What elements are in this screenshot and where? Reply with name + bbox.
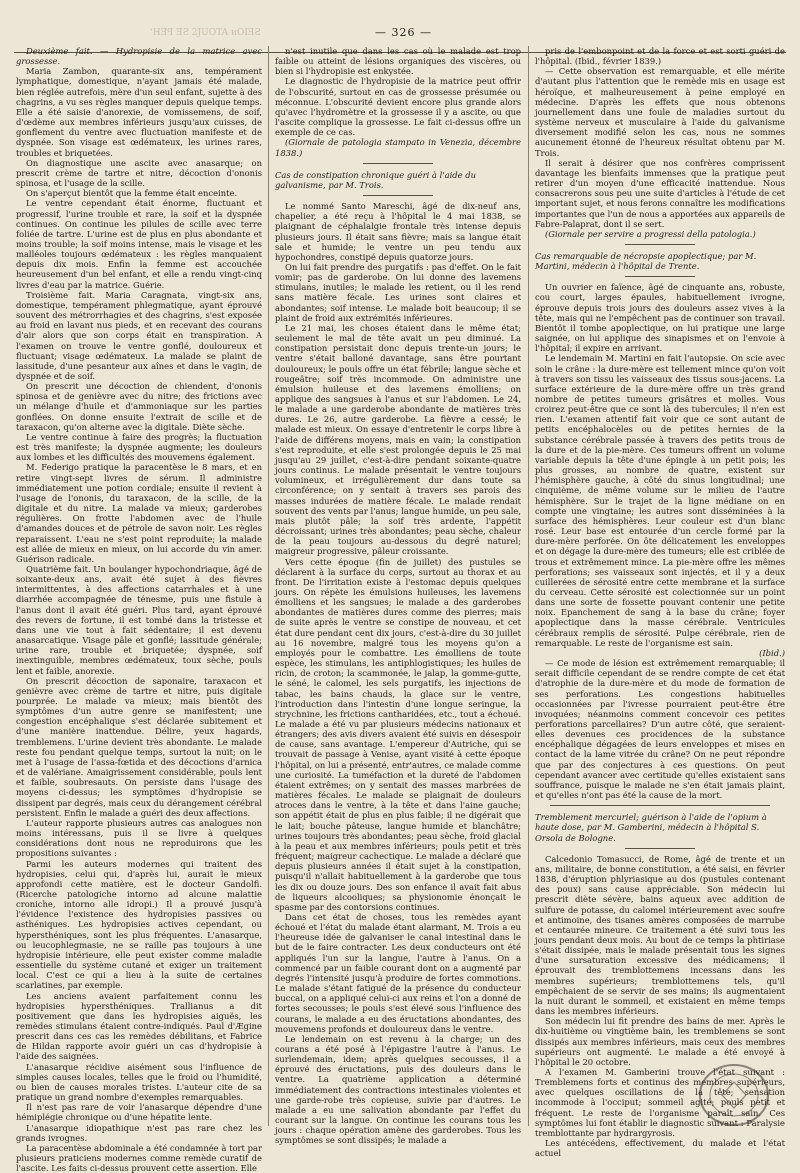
paragraph: Les antécédens, effectivement, du malade et l'état actuel xyxy=(535,1138,785,1159)
article-title: Tremblement mercuriel; guérison à l'aide de l'opium à haute dose, par M. Gamberini, médecin à l'hôpital S. Orsola de Bologne. xyxy=(535,812,767,843)
section-rule xyxy=(625,848,695,849)
paragraph: La paracentèse abdominale a été condamnée à tort par plusieurs praticiens modernes comme remède curatif de l'ascite. Les faits ci-dessus prouvent cette assertion. Elle xyxy=(16,1142,262,1173)
paragraph: Il n'est pas rare de voir l'anasarque dépendre d'une hémiplégie chronique ou d'une hépatite lente. xyxy=(16,1102,262,1123)
paragraph: Les anciens avaient parfaitement connu les hydropisies hypersthéniques. Trallianus a dit positivement que dans les hydropisies aiguës, les remèdes stimulans étaient contre-indiqués. Paul d'Ægine prescrit dans ces cas les remèdes débilitans, et Fabrice de Hildan rapporte avoir guéri un cas d'hydropisie à l'aide des saignées. xyxy=(16,990,262,1062)
paragraph: On prescrit une décoction de chiendent, d'ononis spinosa et de genièvre avec du nitre; des frictions avec un mélange d'huile et d'ammoniaque sur les parties gonflées. On donne ensuite l'extrait de scille et de taraxacon, qu'on alterne avec la digitale. Diète sèche. xyxy=(16,381,262,432)
source-citation: (Giornale de patologia stampato in Venezia, décembre 1838.) xyxy=(275,137,521,158)
column-middle xyxy=(275,46,521,1146)
column-right xyxy=(535,46,785,1159)
column-divider xyxy=(268,46,269,1126)
section-rule xyxy=(625,244,695,245)
bleed-through-text: ʻHƎꟼ ƎƧ 2JUOTA ᴎOIƎƧ xyxy=(150,28,261,38)
section-rule xyxy=(625,276,695,277)
section-rule xyxy=(550,805,770,806)
section-rule xyxy=(363,163,433,164)
paragraph: On prescrit décoction de saponaire, taraxacon et genièvre avec crème de tartre et nitre, puis digitale pourprée. Le malade va mieux; mais bientôt des symptômes d'un autre genre se manifestent; une congestion encéphalique s'est déclarée subitement et d'une manière inattendue. Délire, yeux hagards, tremblemens. L'urine devient très abondante. Le malade reste fou pendant quelque temps, surtout la nuit; on le met à l'usage de l'assa-fœtida et des décoctions d'arnica et de valériane. Amaigrissement considérable, pouls lent et faible, soubresauts. On persiste dans l'usage des moyens ci-dessus; les symptômes d'hydropisie se dissipent par degrés, mais ceux du dérangement cérébral persistent. Enfin le malade a guéri des deux affections. xyxy=(16,675,262,818)
paragraph: pris de l'embonpoint et de la force et est sorti guéri de l'hôpital. (Ibid., février 1839.) xyxy=(535,46,785,67)
paragraph: L'anasarque idiopathique n'est pas rare chez les grands ivrognes. xyxy=(16,1122,262,1143)
case-heading: Deuxième fait. — Hydropisie de la matrice avec grossesse. xyxy=(16,46,262,67)
paragraph: A l'examen M. Gamberini trouve l'état suivant : Tremblemens forts et continus des membres supérieurs, avec quelques oscillations de la tête; sensation incommode à l'occiput; sommeil agité; pouls petit et fréquent. Le reste de l'organisme paraît sain. Ces symptômes lui font établir le diagnostic suivant : Paralysie tremblottante par hydrargyrosis. xyxy=(535,1067,785,1138)
paragraph: On diagnostique une ascite avec anasarque; on prescrit crème de tartre et nitre, décoction d'ononis spinosa, et l'usage de la scille. xyxy=(16,157,262,189)
paragraph: Le lendemain M. Martini en fait l'autopsie. On scie avec soin le crâne : la dure-mère est tellement mince qu'on voit à travers son tissu les vaisseaux des tissus sous-jacens. La surface extérieure de la dure-mère offre un très grand nombre de petites tumeurs grisâtres et molles. Vous croirez peut-être que ce sont là des tubercules; il n'en est rien. L'examen attentif fait voir que ce sont autant de petits encéphalocèles ou de petites hernies de la substance cérébrale passée à travers des petits trous de la dure et de la pie-mère. Ces tumeurs offrent un volume variable depuis la tête d'une épingle à un petit pois; les plus grosses, au nombre de quatre, existent sur l'hémisphère gauche, à côté du sinus longitudinal; une cinquième, de même volume sur le milieu de l'autre hémisphère. Sur le trajet de la ligne médiane on en compte une vingtaine; les autres sont disséminées à la surface des hémisphères. Leur couleur est d'un blanc rosé. Leur base est entourée d'un cercle formé par la dure-mère perforée. On ôte délicatement les enveloppes et on dégage la dure-mère des tumeurs; elle est criblée de trous et extrêmement mince. La pie-mère offre les mêmes perforations; ses vaisseaux sont injectés, et il y a deux cuillerées de sérosité entre cette membrane et la surface du cerveau. Cette sérosité est colectionnée sur un point dans une sorte de fossette pouvant contenir une petite noix. Epanchement de sang à la base du crâne; foyer apoplectique dans la masse cérébrale. Ventricules cérébraux remplis de sérosité. Pulpe cérébrale, rien de remarquable. Le reste de l'organisme est sain. xyxy=(535,353,785,648)
paragraph: Calcedonio Tomasucci, de Rome, âgé de trente et un ans, militaire, de bonne constitution, a été saisi, en février 1838, d'éruption phlyriasique au dos (pustules contenant des poux) sans cause appréciable. Son médecin lui prescrit diète sévère, bains aqueux avec addition de sulfure de potasse, du calomel intérieurement avec soufre et antimoine, des tisanes amères composées de marrube et centaurée mineure. Ce traitement a été suivi tous les jours pendant deux mois. Au bout de ce temps la phtiriase s'était dissipée, mais le malade présentait tous les signes d'une sursaturation excessive des médicamens; il éprouvait des tremblottemens incessans dans les membres supérieurs; tremblottemens tels, qu'il empêchaient de se servir de ses mains; ils augmentaient la nuit durant le sommeil, et existaient en même temps dans les membres inférieurs. xyxy=(535,853,785,1017)
column-left xyxy=(16,46,262,1173)
column-divider xyxy=(528,46,529,1126)
paragraph: — Cette observation est remarquable, et elle mérite d'autant plus l'attention que le remède mis en usage est héroïque, et malheureusement à peine employé en médecine. D'après les effets que nous obtenons journellement dans une foule de maladies surtout du système nerveux et musculaire à l'aide du galvanisme diversement modifié selon les cas, nous ne sommes aucunement étonné de l'heureux résultat obtenu par M. Trois. xyxy=(535,66,785,158)
paragraph: L'auteur rapporte plusieurs autres cas analogues non moins intéressans, puis il se livre à quelques considérations dont nous ne reproduirons que les propositions suivantes : xyxy=(16,817,262,859)
article-title: Cas de constipation chronique guéri à l'aide du galvanisme, par M. Trois. xyxy=(275,169,476,190)
source-citation: (Ibid.) xyxy=(759,647,785,658)
paragraph: Vers cette époque (fin de juillet) des pustules se déclarent à la surface du corps, surtout au thorax et au front. De l'irritation existe à l'estomac depuis quelques jours. On répète les émulsions huileuses, les lavemens émolliens et les sangsues; le malade a des garderobes abondantes de matières dures comme des pierres; mais de suite après le ventre se constipe de nouveau, et cet état dure pendant cent dix jours, c'est-à-dire du 30 juillet au 16 novembre, malgré tous les moyens qu'on a employés pour le combattre. Les émolliens de toute espèce, les stimulans, les antiphlogistiques; les huiles de ricin, de croton; la scammonée, le jalap, la gomme-gutte, le séné, le calomel, les sels purgatifs, les injections de tabac, les bains chauds, la glace sur le ventre, l'introduction dans l'intestin d'une longue seringue, la strychnine, les frictions cantharidées, etc., tout a échoué. Le malade a été vu par plusieurs médecins nationaux et étrangers; des avis divers avaient été suivis en désespoir de cause, sans avantage. L'empereur d'Autriche, qui se trouvait de passage à Venise, ayant visité à cette époque l'hôpital, on lui a présenté, entr'autres, ce malade comme une curiosité. La tuméfaction et la dureté de l'abdomen étaient extrêmes; on y sentait des masses marbrées de matières fécales. Le malade se plaignait de douleurs atroces dans le ventre, à la tête et dans l'aine gauche; son appétit était de plus en plus faible; il ne digérait que le lait; bouche pâteuse, langue humide et blanchâtre; urines toujours très abondantes; peau sèche, froid glacial à la peau et aux membres inférieurs; pouls petit et très fréquent; maigreur cachectique. Le malade a déclaré que depuis plusieurs années il était sujet à la constipation, puisqu'il n'allait habituellement à la garderobe que tous les dix ou douze jours. Des son enfance il avait fait abus de liqueurs alcooliques; sa physionomie énonçait le spasme par des contorsions continues. xyxy=(275,556,521,912)
section-rule xyxy=(363,195,433,196)
page-number: — 326 — xyxy=(375,26,432,39)
paragraph: Un ouvrier en faïence, âgé de cinquante ans, robuste, cou court, larges épaules, habituellement ivrogne, éprouve depuis trois jours des douleurs assez vives à la tête, mais qui ne l'empêchent pas de continuer son travail. Bientôt il tombe apoplectique, on lui pratique une large saignée, on lui applique des sinapismes et on l'envoie à l'hôpital; il expire en arrivant. xyxy=(535,282,785,354)
paragraph: Le diagnostic de l'hydropisie de la matrice peut offrir de l'obscurité, surtout en cas de grossesse présumée ou méconnue. L'obscurité devient encore plus grande alors qu'avec l'hydromètre et la grossesse il y a ascite, ou que l'ascite complique la grossesse. Le fait ci-dessus offre un exemple de ce cas. xyxy=(275,76,521,138)
paragraph: Le ventre continue à faire des progrès; la fluctuation est très manifeste; la dyspnée augmente; les douleurs aux lombes et les difficultés des mouvemens également. xyxy=(16,431,262,463)
paragraph: Quatrième fait. Un boulanger hypochondriaque, âgé de soixante-deux ans, avait été sujet à des fièvres intermittentes, à des affections catarrhales et à une diarrhée accompagnée de ténesme, puis une fistule à l'anus dont il avait été guéri. Plus tard, ayant éprouvé des revers de fortune, il est tombé dans la tristesse et dans une vie tout à fait sédentaire; il est devenu anasarcatique. Visage pâle et gonflé; lassitude générale; urine rare, trouble et briquetée; dyspnée, soif inextinguible, membres œdémateux, toux sèche, pouls lent et faible, anorexie. xyxy=(16,563,262,676)
library-stamp-icon xyxy=(694,1060,774,1130)
paragraph: On lui fait prendre des purgatifs : pas d'effet. On le fait vomir; pas de garderobe. On lui donne des lavemens stimulans, inutiles; le malade les retient, ou il les rend sans matière fécale. Les urines sont claires et abondantes; soif intense. Le malade boit beaucoup; il se plaint de froid aux extrémités inférieures. xyxy=(275,261,521,323)
paragraph: Le ventre cependant était énorme, fluctuant et progressif, l'urine trouble et rare, la soif et la dyspnée continues. On continue les pilules de scille avec terre foliée de tartre. L'urine est de plus en plus abondante et moins trouble; la soif moins intense, mais le visage et les malléoles toujours œdémateux : les règles manquaient depuis dix mois. Enfin la femme est accouchée heureusement d'un bel enfant, et elle a rendu vingt-cinq livres d'eau par la matrice. Guérie. xyxy=(16,198,262,290)
paragraph: M. Federigo pratique la paracentèse le 8 mars, et en retire vingt-sept livres de sérum. Il administre immédiatement une potion cordiale; ensuite il revient à l'usage de l'ononis, du taraxacon, de la scille, de la digitale et du nitre. La malade va mieux; garderobes régulières. On frotte l'abdomen avec de l'huile d'amandes douces et de pétrole de savon noir. Les règles reparaissent. L'eau ne s'est point reproduite; la malade est allée de mieux en mieux, on lui accorde du vin amer. Guérison radicale. xyxy=(16,462,262,564)
paragraph: Le 21 mai, les choses étaient dans le même état; seulement le mal de tête avait un peu diminué. La constipation persistait donc depuis trente-un jours; le ventre s'était balloné davantage, sans être pourtant douloureux; le pouls offre un état fébrile; langue sèche et rougeâtre; soif très incommode. On administre une émulsion huileuse et des lavemens émolliens; on applique des sangsues à l'anus et sur l'abdomen. Le 24, le malade a une garderobe abondante de matières très dures. Le 26, autre garderobe. La fièvre a cessé; le malade est mieux. On essaye d'entretenir le corps libre à l'aide de différens moyens, mais en vain; la constipation s'est reproduite, et elle s'est prolongée depuis le 25 mai jusqu'au 29 juillet, c'est-à-dire pendant soixante-quatre jours continus. Le malade présentait le ventre toujours volumineux, et irrégulièrement dur dans toute sa circonférence; on y sentait à travers ses parois des masses indurées de matière fécale. Le malade rendait souvent des vents par l'anus; langue humide, un peu sale, mais plutôt pâle; la soif très ardente, l'appétit décroissant; urines très abondantes; peau sèche, chaleur de la peau toujours au-dessous du degré naturel; maigreur progressive, pâleur croissante. xyxy=(275,322,521,557)
paragraph: Dans cet état de choses, tous les remèdes ayant échoué et l'état du malade étant alarmant, M. Trois a eu l'heureuse idée de galvaniser le canal intestinal dans le but de le faire contracter. Les deux conducteurs ont été appliqués l'un sur la langue, l'autre à l'anus. On a commencé par un faible courant dont on a augmenté par degrés l'intensité jusqu'à produire de fortes commotions. Le malade s'étant fatigué de la présence du conducteur buccal, on a appliqué celui-ci aux reins et l'on a donné de fortes secousses; le pouls s'est élevé sous l'influence des courans, le malade a eu des éructations abondantes, des mouvemens profonds et douloureux dans le ventre. xyxy=(275,911,521,1034)
paragraph: Il serait à désirer que nos confrères comprissent davantage les bienfaits immenses que la pratique peut retirer d'un moyen d'une efficacité inattendue. Nous consacrerons sous peu une suite d'articles à l'étude de cet important sujet, et nous ferons connaître les modifications importantes que l'un de nous a apportées aux appareils de Fabre-Palaprat, dont il se sert. xyxy=(535,157,785,229)
paragraph: Son médecin lui fit prendre des bains de mer. Après le dix-huitième ou vingtième bain, les tremblemens se sont dissipés aux membres inférieurs, mais ceux des membres supérieurs ont augmenté. Le malade a été envoyé à l'hôpital le 20 octobre. xyxy=(535,1016,785,1067)
paragraph: Parmi les auteurs modernes qui traitent des hydropisies, celui qui, d'après lui, aurait le mieux approfondi cette matière, est le docteur Gandolfi. (Ricerche patologiche intorno ad alcune malattie croniche, intorno alle idropi.) Il a prouvé jusqu'à l'évidence l'existence des hydropisies passives ou asthéniques. Les hydropisies actives cependant, ou hypersthéniques, sont les plus fréquentes. L'anasarque, ou leucophlegmasie, ne se raille pas toujours à une hydropisie intérieure, elle peut exister comme maladie essentielle du système cutané et exiger un traitement local. C'est ce qui a lieu à la suite de certaines scarlatines, par exemple. xyxy=(16,858,262,991)
source-citation: (Giornale per servire a progressi della patologia.) xyxy=(545,228,756,239)
paragraph: Le lendemain on est revenu à la charge; un des courans a été posé à l'épigastre l'autre à l'anus. Le surlendemain, idem; après quelques secousses, il a éprouvé des éructations, puis des douleurs dans le ventre. La quatrième application a déterminé immédiatement des contractions intestinales violentes et une garde-robe très copieuse, suivie par d'autres. Le malade a eu une salivation abondante par l'effet du courant sur la langue. On continue les courans tous les jours : chaque opération amène des garderobes. Tous les symptômes se sont dissipés; le malade a xyxy=(275,1033,521,1146)
article-title: Cas remarquable de nécropsie apoplectique; par M. Martini, médecin à l'hôpital de Trente. xyxy=(535,250,757,272)
paragraph: Maria Zambon, quarante-six ans, tempérament lymphatique, domestique, n'ayant jamais été malade, bien réglée autrefois, mère d'un seul enfant, sujette à des chagrins, a vu ses règles manquer depuis quelque temps. Elle a été saisie d'anorexie, de vomissemens, de soif, d'œdème aux membres inférieurs jusqu'aux cuisses, de gonflement du ventre avec fluctuation manifeste et de dyspnée. Son visage est œdémateux, les urines rares, troubles et briquetées. xyxy=(16,66,262,158)
paragraph: On s'aperçut bientôt que la femme était enceinte. xyxy=(26,188,238,199)
paragraph: L'anasarque récidive aisément sous l'influence de simples causes locales, telles que le froid ou l'humidité, ou bien de causes morales tristes. L'auteur cite de sa pratique un grand nombre d'exemples remarquables. xyxy=(16,1061,262,1103)
paragraph: — Ce mode de lésion est extrêmement remarquable; il serait difficile cependant de se rendre compte de cet état d'atrophie de la dure-mère et du mode de formation de ses perforations. Les congestions habituelles occasionnées par l'ivresse pourraient peut-être être invoquées; néanmoins comment concevoir ces petites perforations parcellaires? D'un autre côté, que seraient-elles devenues ces procidences de la substance encéphalique dégagées de leurs enveloppes et mises en contact de la lame vitrée du crâne? On ne peut répondre que par des conjectures à ces questions. On peut cependant avancer avec certitude qu'elles existaient sans souffrance, puisque le malade ne s'en était jamais plaint, et qu'elles n'ont pas été la cause de la mort. xyxy=(535,658,785,801)
paragraph: n'est inutile que dans les cas où le malade est trop faible ou atteint de lésions organiques des viscères, ou bien si l'hydropisie est enkystée. xyxy=(275,46,521,77)
paragraph: Troisième fait. Maria Caragnata, vingt-six ans, domestique, tempérament phlegmatique, ayant éprouvé souvent des métrorrhagies et des chagrins, s'est exposée au froid en lavant nus pieds, et en recevant des courans d'air alors que son corps était en transpiration. A l'examen on trouve le ventre gonflé, douloureux et fluctuant; visage œdémateux. La malade se plaint de lassitude, d'une pesanteur aux aînes et dans le vagin, de dyspnée et de soif. xyxy=(16,289,262,381)
paragraph: Le nommé Santo Mareschi, âgé de dix-neuf ans, chapelier, a été reçu à l'hôpital le 4 mai 1838, se plaignant de céphalalgie frontale très intense depuis plusieurs jours. Il était sans fièvre; mais sa langue était sale et humide; le ventre un peu tendu aux hypochondres, constipé depuis quatorze jours. xyxy=(275,201,521,262)
